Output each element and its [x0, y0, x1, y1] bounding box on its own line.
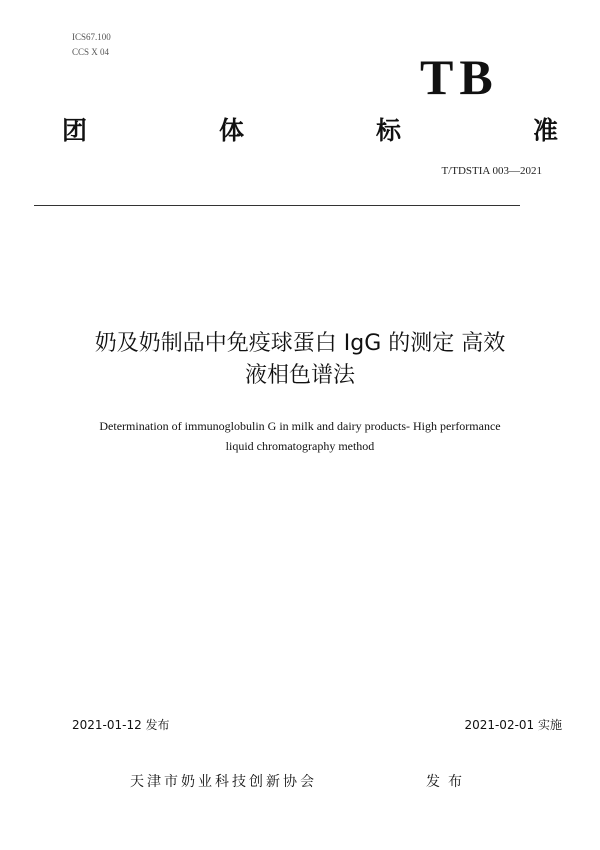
publish-date: 2021-01-12 发布 [72, 718, 170, 732]
issuer-line [130, 771, 470, 791]
ics-code: ICS67.100 [72, 32, 111, 42]
issuer-action: 发布 [426, 774, 470, 790]
chinese-title-line2: 液相色谱法 [244, 363, 355, 388]
standard-number: T/TDSTIA 003—2021 [441, 165, 542, 177]
english-title-line1: Determination of immunoglobulin G in milk and dairy products- High performance [99, 419, 501, 433]
issuer-organization: 天津市奶业科技创新协会 [130, 774, 317, 790]
header-divider [34, 205, 520, 206]
implement-date: 2021-02-01 实施 [464, 718, 562, 732]
standard-type-char: 体 [218, 116, 244, 145]
english-title-line2: liquid chromatography method [225, 439, 375, 453]
standard-type-heading [62, 116, 558, 146]
standard-type-char: 团 [62, 116, 88, 145]
chinese-title-line1: 奶及奶制品中免疫球蛋白 IgG 的测定 高效 [94, 331, 506, 356]
tb-logo: TB [420, 49, 499, 105]
standard-type-char: 准 [532, 116, 558, 145]
standard-type-char: 标 [375, 116, 401, 145]
chinese-title [40, 328, 560, 392]
ics-ccs-codes [72, 30, 111, 60]
ccs-code: CCS X 04 [72, 47, 110, 57]
english-title [40, 416, 560, 456]
